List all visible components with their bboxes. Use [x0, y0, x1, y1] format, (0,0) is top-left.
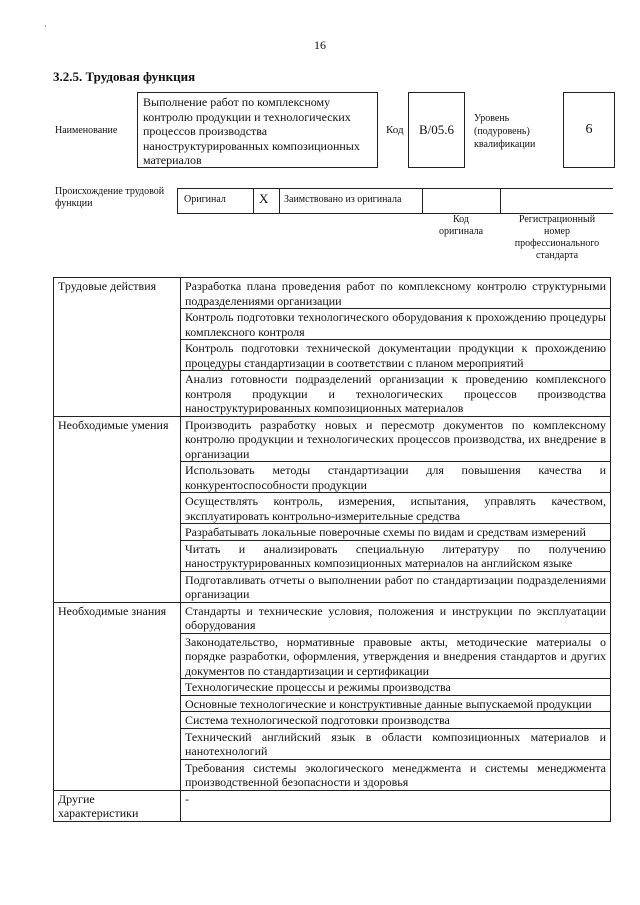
table-row [54, 602, 611, 633]
section-item: Система технологической подготовки производства [181, 712, 611, 729]
level-value: 6 [585, 122, 593, 137]
code-box [408, 92, 465, 168]
function-name-value: Выполнение работ по комплексному контролю продукции и технологических процессов производства наноструктурированных композиционных материалов [143, 95, 360, 167]
section-item: Требования системы экологического менеджмента и системы менеджмента производственной безопасности и здоровья [181, 759, 611, 790]
page-number: 16 [314, 38, 326, 52]
section-item: Подготавливать отчеты о выполнении работ по стандартизации подразделениями организации [181, 571, 611, 602]
section-item: Технический английский язык в области композиционных материалов и нанотехнологий [181, 728, 611, 759]
level-box [563, 92, 615, 168]
origin-divider-1 [177, 188, 178, 214]
original-label: Оригинал [184, 194, 226, 205]
section-item: Читать и анализировать специальную литературу по получению наноструктурированных композиционных материалов на английском языке [181, 540, 611, 571]
table-row [54, 416, 611, 462]
name-label: Наименование [55, 125, 118, 136]
code-value: В/05.6 [418, 122, 455, 137]
table-row [54, 790, 611, 821]
original-mark: X [259, 191, 269, 206]
scan-mark: · [44, 22, 47, 31]
section-item: Разрабатывать локальные поверочные схемы по видам и средствам измерений [181, 524, 611, 541]
function-details-table [53, 277, 611, 822]
section-title: 3.2.5. Трудовая функция [53, 69, 196, 84]
origin-label: Происхождение трудовой функции [55, 186, 165, 209]
section-item: Законодательство, нормативные правовые акты, методические материалы о порядке разработки, оформления, утверждения и внедрения стандартов и других документов по стандартизации и сертификации [181, 633, 611, 679]
section-item: Разработка плана проведения работ по комплексному контролю структурными подразделениями организации [181, 278, 611, 309]
section-item: Основные технологические и конструктивные данные выпускаемой продукции [181, 695, 611, 712]
borrowed-label: Заимствовано из оригинала [284, 194, 402, 205]
function-name-box [137, 92, 378, 168]
section-item: Анализ готовности подразделений организации к проведению комплексного контроля продукции и технологических процессов производства наноструктурированных композиционных материалов [181, 371, 611, 417]
section-heading: Необходимые умения [54, 416, 181, 602]
section-item: Технологические процессы и режимы производства [181, 679, 611, 696]
code-label: Код [386, 124, 404, 136]
section-item: - [181, 790, 611, 821]
section-item: Использовать методы стандартизации для повышения качества и конкурентоспособности продукции [181, 462, 611, 493]
section-heading: Трудовые действия [54, 278, 181, 417]
level-label: Уровень (подуровень) квалификации [474, 113, 536, 150]
section-item: Контроль подготовки технической документации продукции к прохождению процедуры стандартизации в соответствии с планом мероприятий [181, 340, 611, 371]
section-heading: Другие характеристики [54, 790, 181, 821]
section-heading: Необходимые знания [54, 602, 181, 790]
reg-number-label: Регистрационный номер профессионального стандарта [514, 214, 600, 261]
section-item: Производить разработку новых и пересмотр документов по комплексному контролю продукции и технологических процессов производства, их внедрение в организации [181, 416, 611, 462]
origin-divider-mark [253, 188, 254, 214]
code-original-label: Код оригинала [438, 214, 484, 237]
table-row [54, 278, 611, 309]
section-item: Стандарты и технические условия, положения и инструкции по эксплуатации оборудования [181, 602, 611, 633]
section-item: Осуществлять контроль, измерения, испытания, управлять качеством, эксплуатировать контрольно-измерительные средства [181, 493, 611, 524]
origin-divider-4 [500, 188, 501, 214]
origin-divider-2 [279, 188, 280, 214]
section-item: Контроль подготовки технологического оборудования к прохождению процедуры комплексного контроля [181, 309, 611, 340]
origin-divider-3 [422, 188, 423, 214]
